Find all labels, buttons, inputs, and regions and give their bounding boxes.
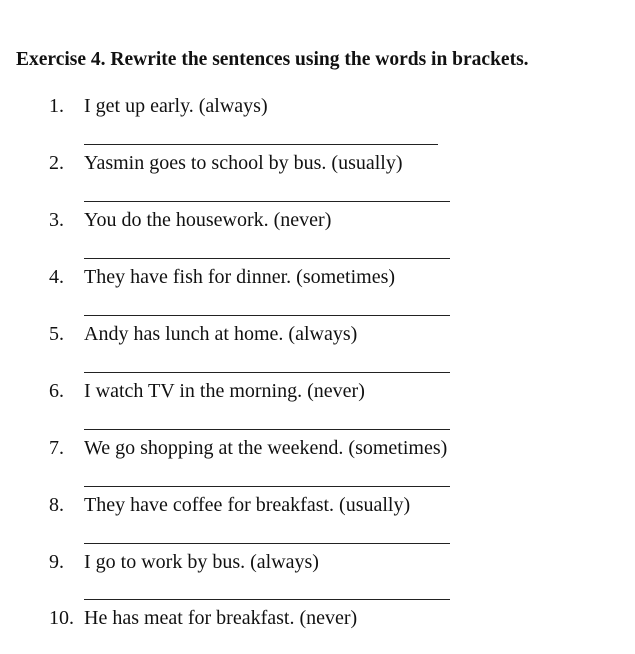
item-number: 5. [49, 323, 64, 345]
exercise-item [0, 267, 635, 287]
answer-line [84, 201, 450, 202]
answer-line [84, 486, 450, 487]
exercise-item [0, 495, 635, 515]
item-number: 9. [49, 551, 64, 573]
item-number: 8. [49, 494, 64, 516]
answer-line [84, 599, 450, 600]
exercise-item [0, 608, 635, 628]
item-sentence: I get up early. (always) [84, 95, 268, 117]
answer-line [84, 258, 450, 259]
item-number: 7. [49, 437, 64, 459]
item-sentence: They have fish for dinner. (sometimes) [84, 266, 396, 288]
exercise-item [0, 552, 635, 572]
answer-line [84, 543, 450, 544]
exercise-item [0, 324, 635, 344]
item-sentence: He has meat for breakfast. (never) [84, 607, 358, 629]
exercise-item [0, 381, 635, 401]
item-number: 1. [49, 95, 64, 117]
answer-line [84, 315, 450, 316]
item-number: 6. [49, 380, 64, 402]
exercise-item [0, 153, 635, 173]
item-sentence: They have coffee for breakfast. (usually) [84, 494, 411, 516]
exercise-item [0, 210, 635, 230]
item-sentence: I watch TV in the morning. (never) [84, 380, 365, 402]
exercise-item [0, 438, 635, 458]
item-sentence: We go shopping at the weekend. (sometimes) [84, 437, 448, 459]
item-number: 4. [49, 266, 64, 288]
exercise-title: Exercise 4. Rewrite the sentences using the words in brackets. [16, 49, 529, 70]
answer-line [84, 372, 450, 373]
item-number: 2. [49, 152, 64, 174]
exercise-item [0, 96, 635, 116]
item-sentence: You do the housework. (never) [84, 209, 332, 231]
item-sentence: I go to work by bus. (always) [84, 551, 319, 573]
item-sentence: Yasmin goes to school by bus. (usually) [84, 152, 403, 174]
answer-line [84, 144, 438, 145]
item-sentence: Andy has lunch at home. (always) [84, 323, 358, 345]
answer-line [84, 429, 450, 430]
item-number: 3. [49, 209, 64, 231]
item-number: 10. [49, 607, 74, 629]
